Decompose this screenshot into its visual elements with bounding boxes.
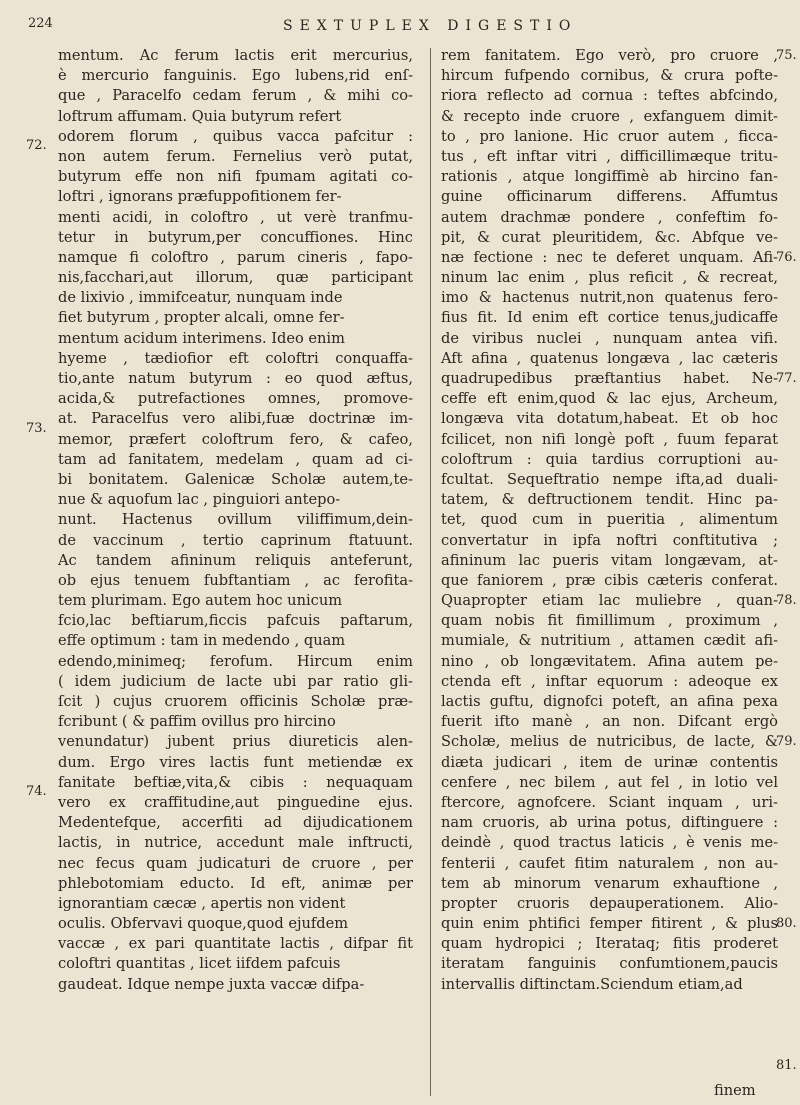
text-line: ſcit ) cujus cruorem officinis Scholæ præ- [58,693,413,710]
text-line: vero ex craffitudine,aut pinguedine ejus. [58,793,413,811]
text-line: non autem ferum. Fernelius verò putat, [58,147,414,165]
text-line: quadrupedibus præftantius habet. Ne- [441,370,778,387]
text-line: & recepto inde cruore , exfanguem dimit- [441,107,778,125]
text-line: gaudeat. Idque nempe juxta vaccæ difpa- [58,975,365,993]
page-number: 224 [28,16,53,31]
margin-number: 77. [776,371,797,386]
text-line: butyrum effe non nifi fpumam agitati co- [58,168,413,186]
text-line: iteratam fanguinis confumtionem,paucis [441,955,778,973]
text-line: nue & aquofum lac , pinguiori antepo- [58,491,341,509]
text-line: fcilicet, non nifi longè poft , fuum feparat [441,430,778,448]
text-line: tetur in butyrum,per concuffiones. Hinc [58,228,413,246]
margin-number: 79. [776,734,797,749]
text-line: oculis. Obfervavi quoque,quod ejufdem [58,915,349,933]
text-line: que , Paracelfo cedam ferum , & mihi co- [58,87,413,105]
column-divider [430,48,431,1096]
text-line: nec fecus quam judicaturi de cruore , per [58,854,413,872]
text-line: fius fit. Id enim eft cortice tenus,judicaffe [441,309,779,327]
text-line: Aft afina , quatenus longæva , lac cæteris [441,349,778,367]
text-line: phlebotomiam educto. Id eft, animæ per [58,874,413,892]
running-head: SEXTUPLEX DIGESTIO [283,18,578,34]
text-line: afininum lac pueris vitam longævam, at- [441,551,778,569]
text-line: Ac tandem afininum reliquis anteferunt, [58,551,413,569]
text-line: mentum acidum interimens. Ideo enim [58,329,345,347]
text-line: cenfere , nec bilem , aut fel , in lotio vel [441,773,778,791]
text-line: imo & hactenus nutrit,non quatenus fero- [441,289,778,307]
text-line: fcultat. Sequeftratio nempe ifta,ad duali- [441,470,778,488]
text-line: namque fi coloftro , parum cineris , fapo- [58,248,413,266]
text-line: to , pro lanione. Hic cruor autem , ficca- [441,127,778,145]
text-line: næ fectione : nec te deferet unquam. Afi- [441,248,778,266]
text-line: ceffe eft enim,quod & lac ejus, Archeum, [441,390,778,408]
text-line: pit, & curat pleuritidem, &c. Abfque ve- [441,228,778,246]
margin-number: 72. [26,138,47,153]
text-line: que faniorem , præ cibis cæteris conferat. [441,571,778,589]
text-line: è mercurio fanguinis. Ego lubens,rid enſ- [58,67,413,85]
text-line: hyeme , tædiofior eft coloftri conquaffa- [58,349,413,367]
text-line: tus , eft inftar vitri , difficillimæque tritu- [441,147,778,165]
text-line: mumiale, & nutritium , attamen cædit afi- [441,632,779,650]
text-line: nunt. Hactenus ovillum viliffimum,dein- [58,511,413,529]
text-line: mentum. Ac ferum lactis erit mercurius, [58,47,413,64]
text-line: ignorantiam cæcæ , apertis non vident [58,894,346,912]
text-line: tio,ante natum butyrum : eo quod æftus, [58,370,413,387]
text-line: autem drachmæ pondere , confeftim fo- [441,208,778,226]
page-header [28,12,788,48]
text-line: coloftri quantitas , licet iifdem pafcuis [58,955,341,973]
text-line: tem plurimam. Ego autem hoc unicum [58,592,343,610]
text-line: vaccæ , ex pari quantitate lactis , difpar fit [58,935,414,953]
text-line: tatem, & deftructionem tendit. Hinc pa- [441,491,778,509]
text-line: convertatur in ipfa noftri conftitutiva ; [441,531,778,549]
text-line: de lixivio , immifceatur, nunquam inde [58,289,343,307]
text-line: ob ejus tenuem fubftantiam , ac ferofita- [58,571,414,589]
text-line: rationis , atque longiffimè ab hircino fan- [441,168,779,186]
right-text-column [441,46,778,995]
text-line: hircum fufpendo cornibus, & crura pofte- [441,67,779,85]
text-line: quam hydropici ; Iterataq; fitis proderet [441,935,778,953]
catchword: finem [714,1082,756,1099]
text-line: nis,facchari,aut illorum, quæ participant [58,269,413,287]
text-line: fcribunt ( & paffim ovillus pro hircino [58,713,336,731]
text-line: de viribus nuclei , nunquam antea vifi. [441,329,778,347]
text-line: menti acidi, in coloftro , ut verè tranfmu- [58,208,414,226]
text-line: effe optimum : tam in medendo , quam [58,632,346,650]
text-line: Scholæ, melius de nutricibus, de lacte, & [441,733,778,751]
margin-number: 81. [776,1058,797,1073]
text-line: ( idem judicium de lacte ubi par ratio gli- [58,672,413,690]
margin-number: 74. [26,784,47,799]
margin-number: 80. [776,916,797,931]
text-line: fuerit ifto manè , an non. Difcant ergò [441,713,778,731]
text-line: memor, præfert coloftrum fero, & cafeo, [58,430,413,448]
text-line: tet, quod cum in pueritia , alimentum [441,511,778,529]
text-line: quin enim phtifici femper fitirent , & plus [441,915,778,933]
text-line: nam cruoris, ab urina potus, diftinguere : [441,814,779,832]
text-line: quam nobis fit fimillimum , proximum , [441,612,778,630]
text-line: ninum lac enim , plus reficit , & recreat, [441,269,778,287]
left-text-column [58,46,413,995]
text-line: acida,& putrefactiones omnes, promove- [58,390,414,408]
text-line: tam ad fanitatem, medelam , quam ad ci- [58,450,413,468]
margin-number: 76. [776,250,797,265]
text-line: at. Paracelfus vero alibi,fuæ doctrinæ im- [58,410,414,428]
text-line: lactis guftu, dignofci poteft, an afina pexa [441,693,778,710]
text-line: intervallis diftinctam.Sciendum etiam,ad [441,975,743,993]
text-line: loftri , ignorans præfuppofitionem fer- [58,188,342,206]
text-line: odorem florum , quibus vacca pafcitur : [58,127,413,145]
text-line: fanitate beftiæ,vita,& cibis : nequaquam [58,773,413,791]
text-line: propter cruoris depauperationem. Alio- [441,894,779,912]
text-line: riora reflecto ad cornua : teftes abfcindo, [441,87,778,105]
text-line: guine officinarum differens. Affumtus [441,188,778,206]
text-line: edendo,minimeq; ferofum. Hircum enim [58,652,414,670]
text-line: Medentefque, accerfiti ad dijudicationem [58,814,414,832]
text-line: de vaccinum , tertio caprinum ftatuunt. [58,531,413,549]
text-line: deindè , quod tractus laticis , è venis me- [441,834,779,852]
text-line: loftrum affumam. Quia butyrum refert [58,107,342,125]
text-line: coloftrum : quia tardius corruptioni au- [441,450,779,468]
margin-number: 78. [776,593,797,608]
text-line: ftercore, agnofcere. Sciant inquam , uri- [441,793,778,811]
text-line: nino , ob longævitatem. Afina autem pe- [441,652,779,670]
text-line: dum. Ergo vires lactis funt metiendæ ex [58,753,414,771]
margin-number: 73. [26,421,47,436]
text-line: Quapropter etiam lac muliebre , quan- [441,592,779,610]
text-line: venundatur) jubent prius diureticis alen- [58,733,413,751]
text-line: fcio,lac beftiarum,ficcis pafcuis paftarum, [58,612,414,630]
text-line: fiet butyrum , propter alcali, omne fer- [58,309,345,327]
text-line: rem fanitatem. Ego verò, pro cruore , [441,47,778,64]
text-line: fenterii , caufet fitim naturalem , non au- [441,854,779,872]
text-line: lactis, in nutrice, accedunt male inftructi, [58,834,414,852]
text-line: ctenda eft , inftar equorum : adeoque ex [441,672,779,690]
text-line: tem ab minorum venarum exhauftione , [441,874,778,892]
text-line: bi bonitatem. Galenicæ Scholæ autem,te- [58,470,413,488]
text-line: diæta judicari , item de urinæ contentis [441,753,778,771]
margin-number: 75. [776,48,797,63]
text-line: longæva vita dotatum,habeat. Et ob hoc [441,410,779,428]
